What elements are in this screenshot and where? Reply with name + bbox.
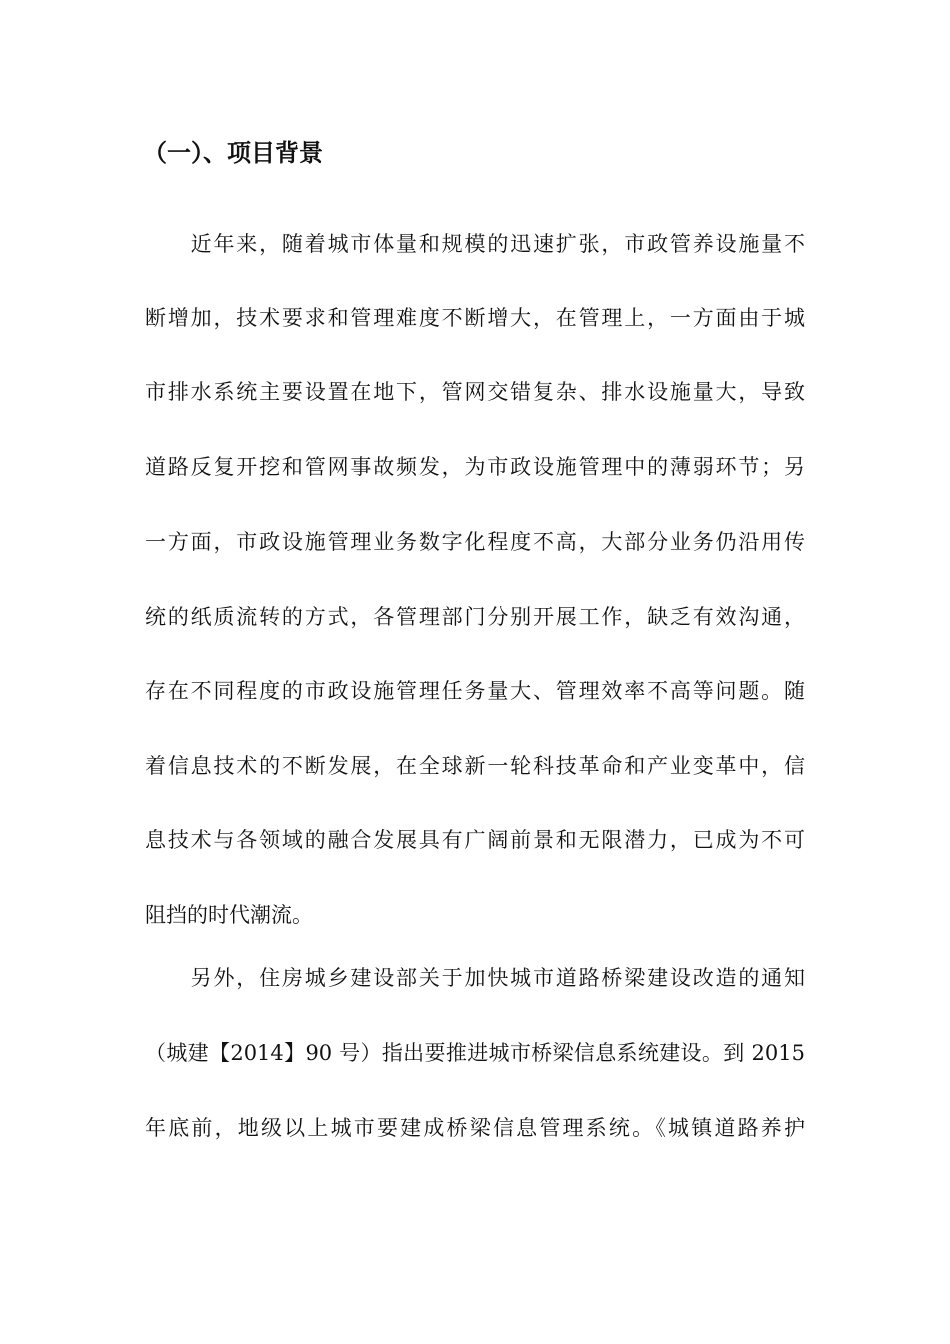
paragraph-1-line-6: 统的纸质流转的方式，各管理部门分别开展工作，缺乏有效沟通， bbox=[145, 605, 805, 629]
paragraph-1-line-9: 息技术与各领域的融合发展具有广阔前景和无限潜力，已成为不可 bbox=[145, 828, 805, 852]
paragraph-1-line-8: 着信息技术的不断发展，在全球新一轮科技革命和产业变革中，信 bbox=[145, 754, 805, 778]
paragraph-1-line-3: 市排水系统主要设置在地下，管网交错复杂、排水设施量大，导致 bbox=[145, 380, 805, 404]
paragraph-1-line-1: 近年来，随着城市体量和规模的迅速扩张，市政管养设施量不 bbox=[145, 232, 805, 256]
paragraph-1-line-4: 道路反复开挖和管网事故频发，为市政设施管理中的薄弱环节；另 bbox=[145, 455, 805, 479]
paragraph-2-line-3: 年底前，地级以上城市要建成桥梁信息管理系统。《城镇道路养护 bbox=[145, 1116, 805, 1140]
section-heading: （一）、项目背景 bbox=[143, 139, 323, 167]
paragraph-2-line-1: 另外，住房城乡建设部关于加快城市道路桥梁建设改造的通知 bbox=[145, 966, 805, 990]
paragraph-1-line-10: 阻挡的时代潮流。 bbox=[145, 903, 313, 927]
paragraph-2-line-2: （城建【2014】90 号）指出要推进城市桥梁信息系统建设。到 2015 bbox=[145, 1041, 805, 1065]
paragraph-1-line-5: 一方面，市政设施管理业务数字化程度不高，大部分业务仍沿用传 bbox=[145, 530, 805, 554]
paragraph-1-line-7: 存在不同程度的市政设施管理任务量大、管理效率不高等问题。随 bbox=[145, 679, 805, 703]
paragraph-1-line-2: 断增加，技术要求和管理难度不断增大，在管理上，一方面由于城 bbox=[145, 306, 805, 330]
